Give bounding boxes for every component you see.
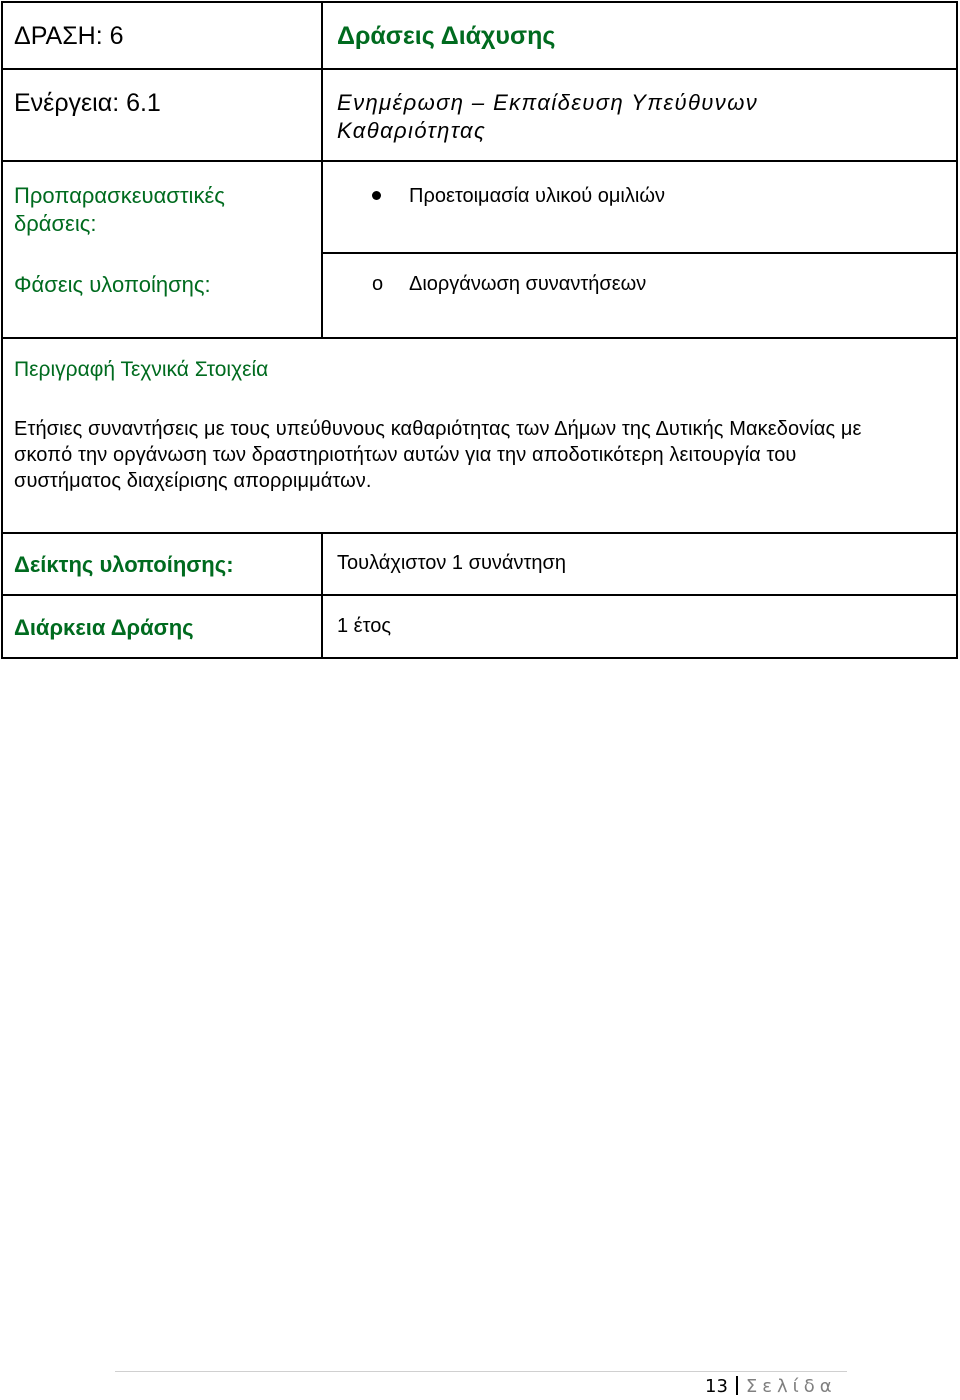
table-rule <box>1 657 958 659</box>
description-text <box>14 416 949 494</box>
indicator-value: Τουλάχιστον 1 συνάντηση <box>337 552 566 574</box>
footer-rule <box>115 1371 847 1372</box>
description-line: σκοπό την οργάνωση των δραστηριοτήτων αυτών για την αποδοτικότερη λειτουργία του <box>14 444 797 466</box>
bullet-dot-icon <box>372 191 381 200</box>
table-rule <box>1 337 3 534</box>
page-number: 13 <box>705 1376 728 1397</box>
table-rule <box>322 252 958 254</box>
table-rule <box>321 1 323 339</box>
action-label: ΔΡΑΣΗ: 6 <box>14 22 124 50</box>
table-rule <box>956 532 958 659</box>
duration-value: 1 έτος <box>337 615 391 637</box>
bullet-circle-marker: o <box>372 273 384 295</box>
activity-label: Ενέργεια: 6.1 <box>14 89 161 117</box>
description-heading: Περιγραφή Τεχνικά Στοιχεία <box>14 358 269 381</box>
phases-label: Φάσεις υλοποίησης: <box>14 272 211 297</box>
table-rule <box>1 68 958 70</box>
table-rule <box>1 160 958 162</box>
description-line: Ετήσιες συναντήσεις με τους υπεύθυνους καθαριότητας των Δήμων της Δυτικής Μακεδονίας με <box>14 418 862 440</box>
preparatory-item: Προετοιμασία υλικού ομιλιών <box>409 185 665 207</box>
action-table <box>0 0 960 660</box>
table-rule <box>1 532 958 534</box>
description-line: συστήματος διαχείρισης απορριμμάτων. <box>14 470 372 492</box>
table-rule <box>956 337 958 534</box>
page-word: Σελίδα <box>745 1376 837 1397</box>
table-rule <box>1 1 958 3</box>
preparatory-label: Προπαρασκευαστικές δράσεις: <box>14 183 225 236</box>
table-rule <box>321 532 323 659</box>
table-rule <box>1 532 3 659</box>
indicator-label: Δείκτης υλοποίησης: <box>14 552 234 577</box>
table-rule <box>956 1 958 339</box>
phases-item: Διοργάνωση συναντήσεων <box>409 273 647 295</box>
activity-title: Ενημέρωση – Εκπαίδευση Υπεύθυνων Καθαριότητας <box>337 90 759 143</box>
table-rule <box>1 1 3 339</box>
table-rule <box>1 337 958 339</box>
duration-label: Διάρκεια Δράσης <box>14 615 194 640</box>
table-rule <box>1 594 958 596</box>
page-footer <box>705 1376 837 1398</box>
action-title: Δράσεις Διάχυσης <box>337 22 556 50</box>
footer-separator <box>736 1376 738 1395</box>
